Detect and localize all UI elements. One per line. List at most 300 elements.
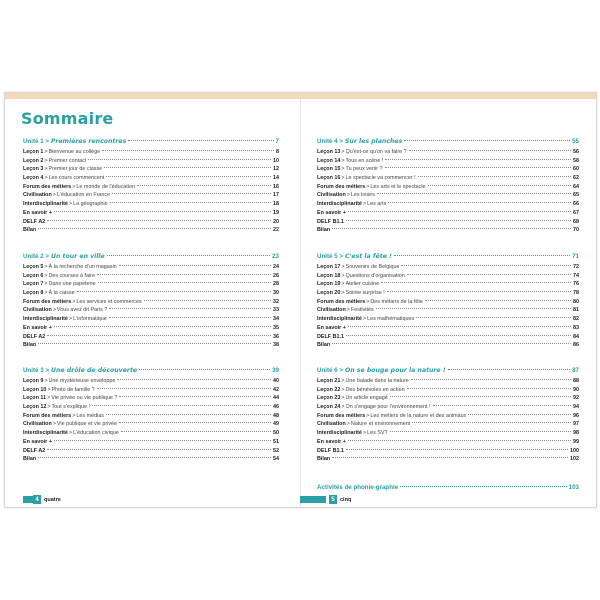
toc-entry[interactable] bbox=[317, 324, 579, 333]
leader-dots bbox=[407, 274, 571, 275]
entry-page: 50 bbox=[273, 430, 279, 437]
entry-label: Leçon 2 bbox=[23, 157, 44, 164]
toc-entry[interactable] bbox=[23, 263, 279, 272]
separator: > bbox=[341, 264, 345, 270]
entry-label: Leçon 12 bbox=[23, 404, 47, 411]
entry-title: Des courses à faire bbox=[48, 272, 95, 279]
toc-entry[interactable] bbox=[23, 183, 279, 192]
entry-label: Leçon 1 bbox=[23, 149, 44, 155]
leader-dots bbox=[109, 317, 271, 318]
toc-entry[interactable] bbox=[23, 403, 279, 412]
entry-title: Un article engagé bbox=[345, 395, 388, 402]
entry-page: 78 bbox=[573, 290, 579, 297]
leader-dots bbox=[407, 388, 571, 389]
entry-title: Souvenirs de Belgique bbox=[345, 264, 400, 270]
leader-dots bbox=[47, 335, 271, 336]
toc-entry[interactable] bbox=[317, 226, 579, 235]
leader-dots bbox=[409, 150, 571, 151]
entry-label: DELF B1.1 bbox=[317, 447, 344, 454]
separator: > bbox=[346, 192, 350, 199]
entry-page: 56 bbox=[573, 149, 579, 155]
leader-dots bbox=[412, 422, 571, 423]
entry-title: Les cours commencent bbox=[48, 175, 105, 182]
separator: > bbox=[44, 149, 48, 155]
separator: > bbox=[68, 316, 73, 323]
separator: > bbox=[72, 412, 76, 419]
separator: > bbox=[47, 404, 51, 411]
unit-title: On se bouge pour la nature ! bbox=[344, 367, 446, 374]
separator: > bbox=[341, 281, 345, 288]
unit-block bbox=[23, 367, 279, 464]
entry-label: Forum des métiers bbox=[23, 298, 72, 305]
leader-dots bbox=[77, 291, 271, 292]
leader-dots bbox=[139, 369, 270, 370]
leader-dots bbox=[119, 265, 271, 266]
entry-page: 44 bbox=[273, 395, 279, 402]
entry-title: À la recherche d'un magasin bbox=[48, 264, 117, 270]
leader-dots bbox=[47, 449, 271, 450]
toc-entry[interactable] bbox=[23, 429, 279, 438]
extra-block bbox=[317, 484, 579, 494]
unit-title: Une drôle de découverte bbox=[50, 367, 138, 374]
separator: > bbox=[52, 421, 56, 428]
toc-entry[interactable] bbox=[317, 280, 579, 289]
separator: > bbox=[366, 412, 370, 419]
entry-label: DELF B1.1 bbox=[317, 218, 344, 225]
entry-title: Tous en scène ! bbox=[345, 157, 384, 164]
entry-label: Leçon 15 bbox=[317, 166, 341, 173]
toc-entry[interactable] bbox=[317, 218, 579, 227]
entry-page: 99 bbox=[573, 438, 579, 445]
entry-label: Leçon 24 bbox=[317, 404, 341, 411]
unit-page: 23 bbox=[272, 253, 279, 260]
entry-page: 51 bbox=[273, 438, 279, 445]
unit-heading[interactable] bbox=[317, 138, 579, 148]
toc-entry[interactable] bbox=[317, 191, 579, 200]
entry-label: Interdisciplinarité bbox=[23, 201, 68, 208]
toc-entry[interactable] bbox=[23, 394, 279, 403]
leader-dots bbox=[348, 211, 571, 212]
separator: > bbox=[366, 183, 370, 190]
page-footer-right bbox=[300, 495, 351, 504]
entry-label: Leçon 23 bbox=[317, 395, 341, 402]
leader-dots bbox=[428, 185, 571, 186]
entry-label: Leçon 9 bbox=[23, 378, 44, 384]
toc-entry[interactable] bbox=[23, 455, 279, 464]
right-page bbox=[300, 99, 596, 507]
leader-dots bbox=[109, 308, 271, 309]
toc-entry[interactable] bbox=[23, 209, 279, 218]
page-number: 4 bbox=[33, 495, 41, 504]
entry-label: Leçon 17 bbox=[317, 264, 341, 270]
toc-entry[interactable] bbox=[317, 429, 579, 438]
leader-dots bbox=[401, 265, 571, 266]
leader-dots bbox=[137, 185, 271, 186]
toc-entry[interactable] bbox=[23, 315, 279, 324]
leader-dots bbox=[394, 255, 570, 256]
page-number: 5 bbox=[329, 495, 337, 504]
entry-page: 10 bbox=[273, 157, 279, 164]
separator: > bbox=[341, 157, 345, 164]
separator: > bbox=[346, 307, 350, 314]
leader-dots bbox=[110, 202, 271, 203]
entry-title: L'informatique bbox=[73, 316, 107, 323]
entry-label: Leçon 16 bbox=[317, 175, 341, 182]
toc-entry[interactable] bbox=[23, 377, 279, 386]
entry-title: Le monde de l'éducation bbox=[76, 183, 135, 190]
entry-label: Leçon 7 bbox=[23, 281, 44, 288]
unit-page: 55 bbox=[572, 138, 579, 145]
toc-entry[interactable] bbox=[317, 306, 579, 315]
unit-heading[interactable] bbox=[317, 367, 579, 377]
entry-title: Des bénévoles en action bbox=[345, 386, 405, 393]
toc-entry[interactable] bbox=[317, 341, 579, 350]
unit-title: Premières rencontres bbox=[50, 138, 127, 145]
toc-entry[interactable] bbox=[317, 200, 579, 209]
toc-entry[interactable] bbox=[23, 420, 279, 429]
entry-label: Interdisciplinarité bbox=[317, 201, 362, 208]
leader-dots bbox=[102, 150, 274, 151]
entry-label: Civilisation bbox=[317, 307, 346, 314]
toc-entry[interactable] bbox=[317, 420, 579, 429]
toc-entry[interactable] bbox=[23, 226, 279, 235]
leader-dots bbox=[119, 396, 271, 397]
entry-page: 102 bbox=[570, 456, 579, 463]
entry-title: Vie privée ou vie publique ? bbox=[51, 395, 118, 402]
toc-entry[interactable] bbox=[317, 394, 579, 403]
entry-title: L'éducation civique bbox=[73, 430, 119, 437]
entry-page: 17 bbox=[273, 192, 279, 199]
entry-label: Leçon 10 bbox=[23, 386, 47, 393]
separator: > bbox=[362, 316, 367, 323]
entry-page: 97 bbox=[573, 421, 579, 428]
toc-entry[interactable] bbox=[23, 165, 279, 174]
entry-page: 26 bbox=[273, 272, 279, 279]
entry-page: 67 bbox=[573, 209, 579, 216]
leader-dots bbox=[418, 176, 571, 177]
leader-dots bbox=[112, 193, 271, 194]
toc-entry[interactable] bbox=[23, 306, 279, 315]
separator: > bbox=[44, 272, 48, 279]
entry-title: Nature et environnement bbox=[350, 421, 411, 428]
extra-entry[interactable] bbox=[317, 484, 579, 494]
toc-entry[interactable] bbox=[317, 438, 579, 447]
entry-label: DELF A2 bbox=[23, 447, 46, 454]
toc-entry[interactable] bbox=[317, 455, 579, 464]
entry-title: Une balade dans la nature bbox=[345, 378, 409, 384]
entry-label: Interdisciplinarité bbox=[23, 430, 68, 437]
unit-block bbox=[317, 138, 579, 235]
entry-title: Vie publique et vie privée bbox=[56, 421, 118, 428]
separator: > bbox=[72, 183, 76, 190]
toc-entry[interactable] bbox=[23, 386, 279, 395]
leader-dots bbox=[448, 369, 571, 370]
toc-entry[interactable] bbox=[317, 298, 579, 307]
leader-dots bbox=[121, 431, 271, 432]
leader-dots bbox=[97, 274, 271, 275]
unit-heading[interactable] bbox=[23, 367, 279, 377]
separator: > bbox=[68, 201, 73, 208]
entry-label: En savoir + bbox=[23, 438, 52, 445]
unit-number: Unité 1 > bbox=[23, 138, 49, 145]
toc-entry[interactable] bbox=[317, 183, 579, 192]
leader-dots bbox=[433, 405, 571, 406]
toc-entry[interactable] bbox=[317, 148, 579, 157]
unit-number: Unité 3 > bbox=[23, 367, 49, 374]
unit-number: Unité 6 > bbox=[317, 367, 343, 374]
toc-entry[interactable] bbox=[23, 289, 279, 298]
unit-number: Unité 5 > bbox=[317, 253, 343, 260]
entry-page: 58 bbox=[573, 157, 579, 164]
separator: > bbox=[341, 378, 345, 384]
toc-entry[interactable] bbox=[23, 333, 279, 342]
toc-entry[interactable] bbox=[317, 333, 579, 342]
entry-title: Bienvenue au collège bbox=[48, 149, 101, 155]
entry-page: 48 bbox=[273, 412, 279, 419]
entry-page: 70 bbox=[573, 227, 579, 234]
entry-label: Forum des métiers bbox=[23, 183, 72, 190]
leader-dots bbox=[128, 140, 273, 141]
toc-entry[interactable] bbox=[23, 157, 279, 166]
toc-entry[interactable] bbox=[317, 174, 579, 183]
entry-label: Leçon 6 bbox=[23, 272, 44, 279]
toc-entry[interactable] bbox=[23, 447, 279, 456]
separator: > bbox=[341, 404, 345, 411]
entry-page: 98 bbox=[573, 430, 579, 437]
leader-dots bbox=[390, 431, 571, 432]
toc-entry[interactable] bbox=[23, 148, 279, 157]
entry-label: Bilan bbox=[23, 342, 37, 349]
leader-dots bbox=[346, 449, 568, 450]
toc-entry[interactable] bbox=[317, 412, 579, 421]
toc-entry[interactable] bbox=[317, 403, 579, 412]
entry-label: Leçon 21 bbox=[317, 378, 341, 384]
separator: > bbox=[366, 298, 370, 305]
page-number-word: cinq bbox=[340, 496, 352, 503]
extra-label: Activités de phonie-graphie bbox=[317, 484, 399, 491]
separator: > bbox=[68, 430, 73, 437]
entry-label: Leçon 14 bbox=[317, 157, 341, 164]
entry-label: Leçon 8 bbox=[23, 290, 44, 297]
entry-label: Civilisation bbox=[317, 192, 346, 199]
footer-accent-bar bbox=[300, 496, 326, 503]
toc-entry[interactable] bbox=[23, 218, 279, 227]
extra-page: 103 bbox=[568, 484, 579, 491]
entry-label: DELF A2 bbox=[23, 333, 46, 340]
entry-page: 14 bbox=[273, 175, 279, 182]
leader-dots bbox=[348, 440, 571, 441]
entry-page: 8 bbox=[276, 149, 279, 155]
toc-entry[interactable] bbox=[23, 324, 279, 333]
entry-label: Leçon 5 bbox=[23, 264, 44, 270]
leader-dots bbox=[425, 300, 571, 301]
leader-dots bbox=[97, 388, 271, 389]
toc-entry[interactable] bbox=[317, 165, 579, 174]
separator: > bbox=[52, 192, 56, 199]
entry-page: 81 bbox=[573, 307, 579, 314]
separator: > bbox=[47, 395, 51, 402]
leader-dots bbox=[411, 379, 571, 380]
entry-page: 62 bbox=[573, 175, 579, 182]
entry-page: 54 bbox=[273, 456, 279, 463]
toc-entry[interactable] bbox=[317, 209, 579, 218]
entry-page: 66 bbox=[573, 201, 579, 208]
leader-dots bbox=[104, 167, 271, 168]
leader-dots bbox=[47, 220, 271, 221]
entry-label: Leçon 4 bbox=[23, 175, 44, 182]
unit-block bbox=[317, 367, 579, 464]
entry-label: En savoir + bbox=[317, 438, 346, 445]
entry-page: 74 bbox=[573, 272, 579, 279]
entry-label: Civilisation bbox=[23, 421, 52, 428]
toc-entry[interactable] bbox=[23, 438, 279, 447]
page-number-word: quatre bbox=[44, 496, 61, 503]
leader-dots bbox=[400, 486, 567, 487]
entry-page: 86 bbox=[573, 342, 579, 349]
separator: > bbox=[362, 201, 367, 208]
entry-label: Leçon 19 bbox=[317, 281, 341, 288]
entry-label: Leçon 11 bbox=[23, 395, 47, 402]
toc-entry[interactable] bbox=[23, 298, 279, 307]
unit-heading[interactable] bbox=[23, 138, 279, 148]
entry-label: Bilan bbox=[23, 227, 37, 234]
entry-page: 84 bbox=[573, 333, 579, 340]
separator: > bbox=[52, 307, 56, 314]
entry-page: 52 bbox=[273, 447, 279, 454]
entry-page: 65 bbox=[573, 192, 579, 199]
toc-entry[interactable] bbox=[317, 315, 579, 324]
entry-page: 40 bbox=[273, 378, 279, 384]
toc-entry[interactable] bbox=[23, 412, 279, 421]
leader-dots bbox=[381, 282, 571, 283]
entry-page: 38 bbox=[273, 342, 279, 349]
entry-label: Forum des métiers bbox=[317, 183, 366, 190]
entry-page: 20 bbox=[273, 218, 279, 225]
entry-page: 28 bbox=[273, 281, 279, 288]
separator: > bbox=[44, 290, 48, 297]
leader-dots bbox=[348, 326, 571, 327]
entry-title: L'éducation en France bbox=[56, 192, 111, 199]
toc-entry[interactable] bbox=[317, 289, 579, 298]
entry-title: Les médias bbox=[76, 412, 104, 419]
entry-page: 22 bbox=[273, 227, 279, 234]
toc-entry[interactable] bbox=[23, 174, 279, 183]
page-footer-left bbox=[23, 495, 61, 504]
entry-label: Civilisation bbox=[23, 192, 52, 199]
unit-page: 7 bbox=[275, 138, 279, 145]
unit-title: Un tour en ville bbox=[50, 253, 105, 260]
leader-dots bbox=[106, 176, 271, 177]
entry-page: 76 bbox=[573, 281, 579, 288]
unit-page: 39 bbox=[272, 367, 279, 374]
toc-entry[interactable] bbox=[317, 377, 579, 386]
toc-entry[interactable] bbox=[23, 272, 279, 281]
entry-title: Les SVT bbox=[367, 430, 388, 437]
entry-title: Premier contact bbox=[48, 157, 87, 164]
entry-page: 92 bbox=[573, 395, 579, 402]
entry-page: 90 bbox=[573, 386, 579, 393]
unit-number: Unité 4 > bbox=[317, 138, 343, 145]
entry-page: 18 bbox=[273, 201, 279, 208]
separator: > bbox=[44, 378, 48, 384]
unit-heading[interactable] bbox=[317, 253, 579, 263]
entry-page: 32 bbox=[273, 298, 279, 305]
leader-dots bbox=[54, 440, 271, 441]
leader-dots bbox=[390, 396, 571, 397]
leader-dots bbox=[54, 326, 271, 327]
entry-page: 46 bbox=[273, 404, 279, 411]
separator: > bbox=[44, 157, 48, 164]
entry-title: La géographie bbox=[73, 201, 108, 208]
entry-title: Des métiers de la fête bbox=[370, 298, 423, 305]
entry-title: Les loisirs bbox=[350, 192, 375, 199]
entry-page: 80 bbox=[573, 298, 579, 305]
entry-label: Interdisciplinarité bbox=[317, 316, 362, 323]
unit-block bbox=[23, 138, 279, 235]
leader-dots bbox=[468, 414, 571, 415]
unit-number: Unité 2 > bbox=[23, 253, 49, 260]
leader-dots bbox=[98, 282, 271, 283]
entry-title: Tu peux venir ? bbox=[345, 166, 383, 173]
toc-entry[interactable] bbox=[23, 280, 279, 289]
separator: > bbox=[341, 149, 345, 155]
leader-dots bbox=[388, 202, 571, 203]
leader-dots bbox=[404, 140, 570, 141]
leader-dots bbox=[416, 317, 571, 318]
toc-entry[interactable] bbox=[23, 341, 279, 350]
entry-label: En savoir + bbox=[317, 209, 346, 216]
entry-title: Vous avez dit Paris ? bbox=[56, 307, 108, 314]
toc-entry[interactable] bbox=[23, 200, 279, 209]
entry-label: Leçon 20 bbox=[317, 290, 341, 297]
entry-title: Photo de famille ? bbox=[51, 386, 95, 393]
entry-page: 88 bbox=[573, 378, 579, 384]
entry-title: À la caisse bbox=[48, 290, 75, 297]
entry-label: Bilan bbox=[317, 227, 331, 234]
entry-page: 60 bbox=[573, 166, 579, 173]
separator: > bbox=[362, 430, 367, 437]
unit-title: C'est la fête ! bbox=[344, 253, 392, 260]
entry-label: Civilisation bbox=[317, 421, 346, 428]
toc-entry[interactable] bbox=[23, 191, 279, 200]
toc-entry[interactable] bbox=[317, 272, 579, 281]
toc-entry[interactable] bbox=[317, 263, 579, 272]
entry-label: Bilan bbox=[23, 456, 37, 463]
entry-page: 24 bbox=[273, 264, 279, 270]
entry-page: 30 bbox=[273, 290, 279, 297]
toc-entry[interactable] bbox=[317, 157, 579, 166]
entry-page: 12 bbox=[273, 166, 279, 173]
entry-title: Les mathématiques bbox=[367, 316, 415, 323]
unit-heading[interactable] bbox=[23, 253, 279, 263]
entry-label: Leçon 13 bbox=[317, 149, 341, 155]
separator: > bbox=[44, 281, 48, 288]
entry-label: Leçon 3 bbox=[23, 166, 44, 173]
entry-title: Questions d'organisation bbox=[345, 272, 405, 279]
leader-dots bbox=[117, 379, 271, 380]
separator: > bbox=[341, 395, 345, 402]
toc-entry[interactable] bbox=[317, 386, 579, 395]
separator: > bbox=[44, 264, 48, 270]
leader-dots bbox=[385, 159, 571, 160]
unit-block bbox=[317, 253, 579, 350]
separator: > bbox=[44, 166, 48, 173]
entry-page: 100 bbox=[570, 447, 579, 454]
toc-entry[interactable] bbox=[317, 447, 579, 456]
leader-dots bbox=[38, 343, 271, 344]
entry-title: On s'engage pour l'environnement ! bbox=[345, 404, 431, 411]
entry-label: Civilisation bbox=[23, 307, 52, 314]
